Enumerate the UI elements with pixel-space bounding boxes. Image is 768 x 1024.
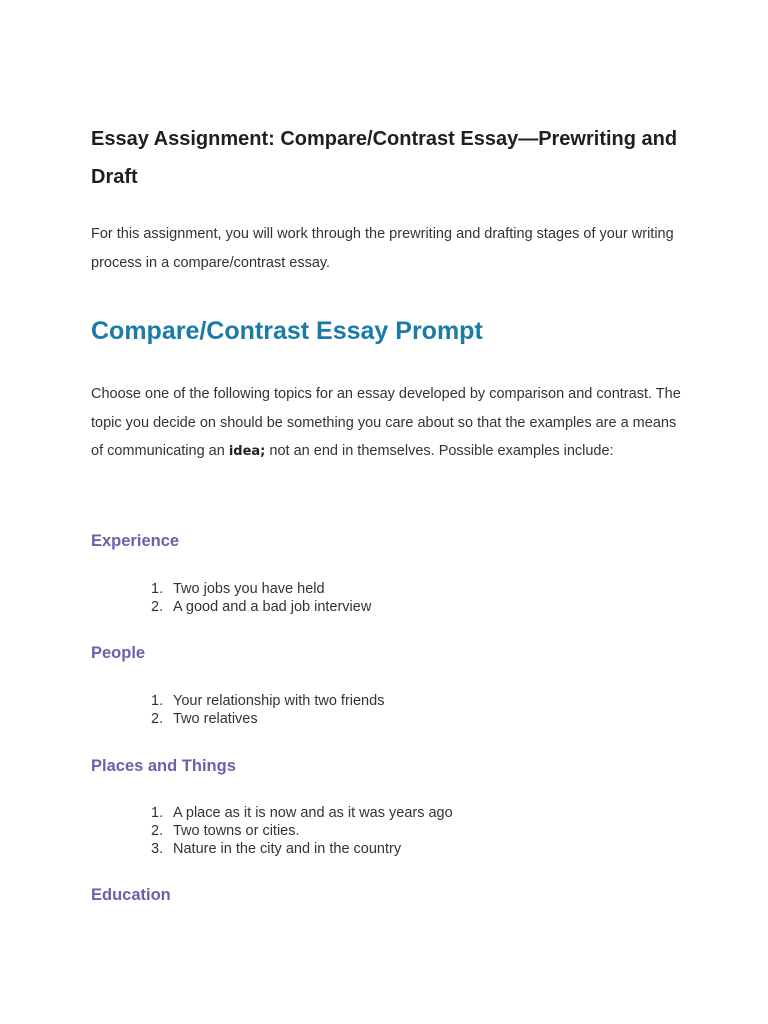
prompt-bold-word: idea; xyxy=(228,444,266,459)
list-item-text: Your relationship with two friends xyxy=(173,693,385,709)
list-item xyxy=(91,840,453,858)
list-item-text: A place as it is now and as it was years ago xyxy=(173,805,453,821)
list-item xyxy=(91,822,453,840)
list-item xyxy=(91,580,371,598)
list-item xyxy=(91,598,371,616)
list-item-number: 1. xyxy=(151,581,164,597)
list-item-number: 2. xyxy=(151,823,164,839)
list-item-text: Nature in the city and in the country xyxy=(173,841,402,857)
list-item xyxy=(91,804,453,822)
list-item xyxy=(91,710,384,728)
list-item-number: 1. xyxy=(151,805,164,821)
prompt-text-after: not an end in themselves. Possible examples include: xyxy=(265,443,614,459)
list-item-text: A good and a bad job interview xyxy=(173,599,372,615)
section-heading-places-and-things: Places and Things xyxy=(91,757,236,775)
list-item-number: 3. xyxy=(151,841,164,857)
places-and-things-list xyxy=(91,804,453,858)
list-item-text: Two jobs you have held xyxy=(173,581,325,597)
list-item-text: Two towns or cities. xyxy=(173,823,300,839)
list-item-number: 2. xyxy=(151,711,164,727)
list-item-number: 1. xyxy=(151,693,164,709)
section-heading-experience: Experience xyxy=(91,532,180,550)
prompt-heading: Compare/Contrast Essay Prompt xyxy=(91,317,483,345)
experience-list xyxy=(91,580,371,616)
prompt-paragraph xyxy=(91,380,681,467)
document-title: Essay Assignment: Compare/Contrast Essay—Prewriting and Draft xyxy=(91,128,678,188)
section-heading-education: Education xyxy=(91,886,171,904)
list-item-text: Two relatives xyxy=(173,711,258,727)
list-item xyxy=(91,692,384,710)
prompt-text-before: Choose one of the following topics for an essay developed by comparison and contrast. The topic you decide on should be something you care about so that the examples are a means of communicating an xyxy=(91,386,681,459)
intro-paragraph: For this assignment, you will work through the prewriting and drafting stages of your writing process in a compare/contrast essay. xyxy=(91,226,674,271)
section-heading-people: People xyxy=(91,644,146,662)
people-list xyxy=(91,692,384,728)
list-item-number: 2. xyxy=(151,599,164,615)
